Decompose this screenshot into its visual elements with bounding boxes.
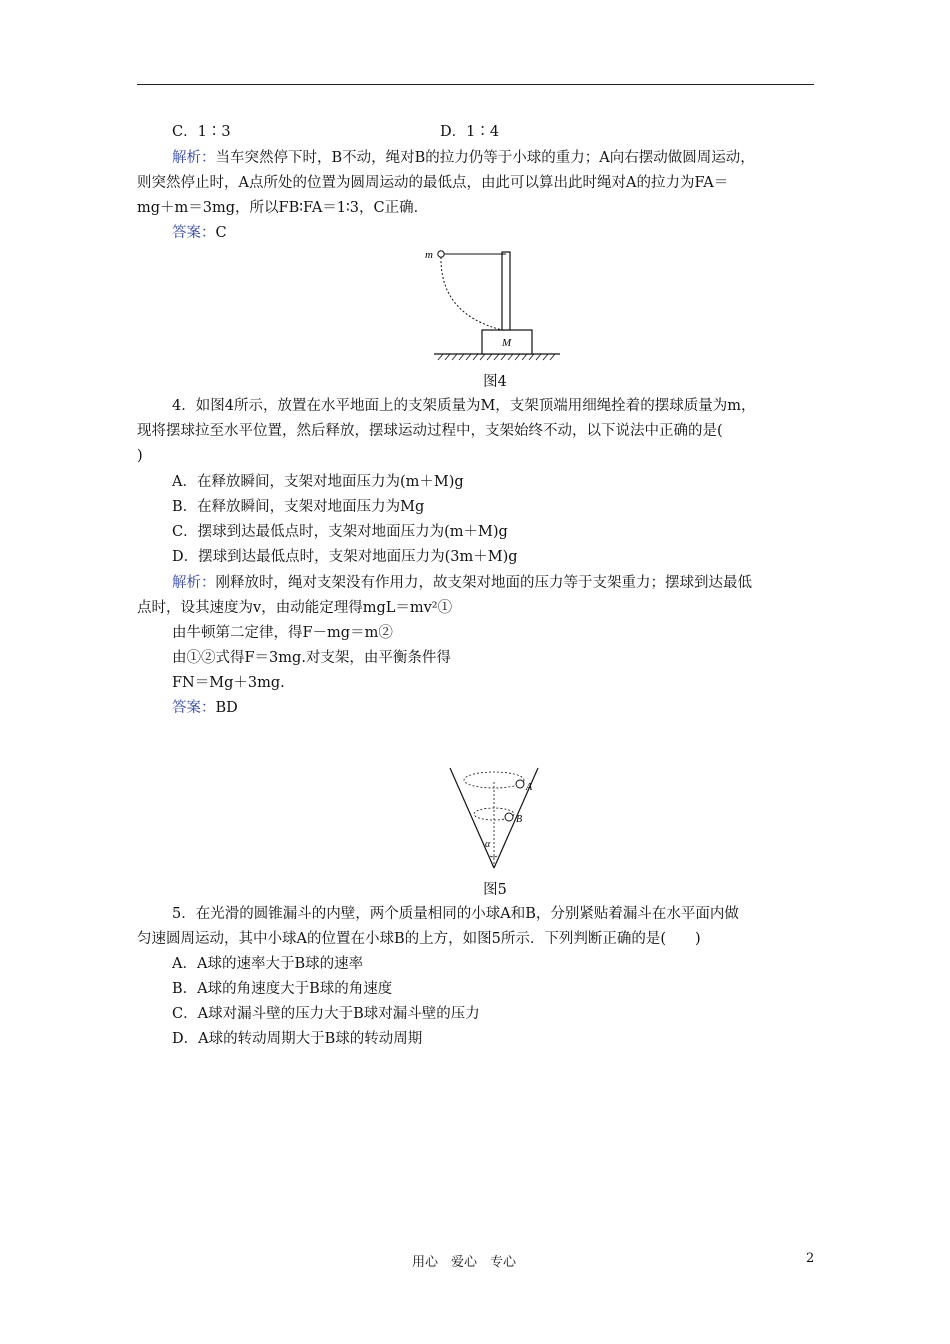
q3-analysis-text-1: 当车突然停下时，B不动，绳对B的拉力仍等于小球的重力；A向右摆动做圆周运动，	[215, 150, 755, 166]
figure-5-cone-funnel	[440, 764, 560, 876]
q3-analysis-line-1	[172, 148, 755, 168]
header-rule	[137, 84, 814, 85]
q3-analysis-line-3: mg＋m＝3mg，所以FB∶FA＝1∶3，C正确．	[137, 200, 429, 216]
q4-analysis-line-5: FN＝Mg＋3mg.	[172, 675, 285, 691]
footer-motto: 用心 爱心 专心	[412, 1255, 517, 1270]
q5-option-a: A．A球的速率大于B球的速率	[172, 956, 364, 972]
q4-analysis-line-1	[172, 573, 752, 593]
q4-analysis-line-3: 由牛顿第二定律，得F－mg＝m②	[172, 625, 393, 641]
q3-answer	[172, 223, 227, 243]
q4-analysis-line-4: 由①②式得F＝3mg.对支架，由平衡条件得	[172, 650, 451, 666]
q4-stem-line-1: 4．如图4所示，放置在水平地面上的支架质量为M，支架顶端用细绳拴着的摆球质量为m，	[172, 398, 756, 414]
q4-option-a: A．在释放瞬间，支架对地面压力为(m＋M)g	[172, 474, 464, 490]
q4-option-d: D．摆球到达最低点时，支架对地面压力为(3m＋M)g	[172, 549, 518, 565]
q4-stem-line-2: 现将摆球拉至水平位置，然后释放，摆球运动过程中，支架始终不动，以下说法中正确的是(	[137, 423, 723, 439]
q5-option-b: B．A球的角速度大于B球的角速度	[172, 981, 393, 997]
q3-option-c: C．1∶3	[172, 124, 231, 140]
q5-option-d: D．A球的转动周期大于B球的转动周期	[172, 1031, 423, 1047]
q4-option-b: B．在释放瞬间，支架对地面压力为Mg	[172, 499, 425, 515]
fig4-label-m: m	[425, 249, 433, 261]
q4-stem-line-3: )	[137, 448, 143, 464]
q3-option-d: D．1∶4	[440, 124, 500, 140]
q4-analysis-line-2: 点时，设其速度为v，由动能定理得mgL＝mv²①	[137, 600, 453, 616]
fig4-label-M: M	[502, 337, 512, 349]
page-number: 2	[806, 1251, 815, 1266]
q3-analysis-line-2: 则突然停止时，A点所处的位置为圆周运动的最低点，由此可以算出此时绳对A的拉力为FA＝	[137, 175, 729, 191]
fig5-label-A: A	[526, 782, 533, 793]
analysis-label: 解析：	[172, 150, 216, 166]
q3-answer-value: C	[215, 225, 227, 241]
q5-stem-line-1: 5．在光滑的圆锥漏斗的内壁，两个质量相同的小球A和B，分别紧贴着漏斗在水平面内做	[172, 906, 739, 922]
q5-stem-line-2: 匀速圆周运动，其中小球A的位置在小球B的上方，如图5所示．下列判断正确的是( )	[137, 931, 701, 947]
q4-option-c: C．摆球到达最低点时，支架对地面压力为(m＋M)g	[172, 524, 508, 540]
answer-label: 答案：	[172, 700, 216, 716]
figure-4-pendulum-stand	[420, 244, 570, 364]
q4-answer-value: BD	[215, 700, 238, 716]
figure-4-caption: 图4	[483, 374, 507, 390]
q4-analysis-text-1: 刚释放时，绳对支架没有作用力，故支架对地面的压力等于支架重力；摆球到达最低	[215, 575, 752, 591]
analysis-label: 解析：	[172, 575, 216, 591]
q5-option-c: C．A球对漏斗壁的压力大于B球对漏斗壁的压力	[172, 1006, 480, 1022]
fig5-label-B: B	[516, 814, 523, 825]
figure-5-caption: 图5	[483, 882, 507, 898]
q4-answer	[172, 698, 238, 718]
answer-label: 答案：	[172, 225, 216, 241]
fig5-label-alpha: α	[485, 839, 491, 850]
